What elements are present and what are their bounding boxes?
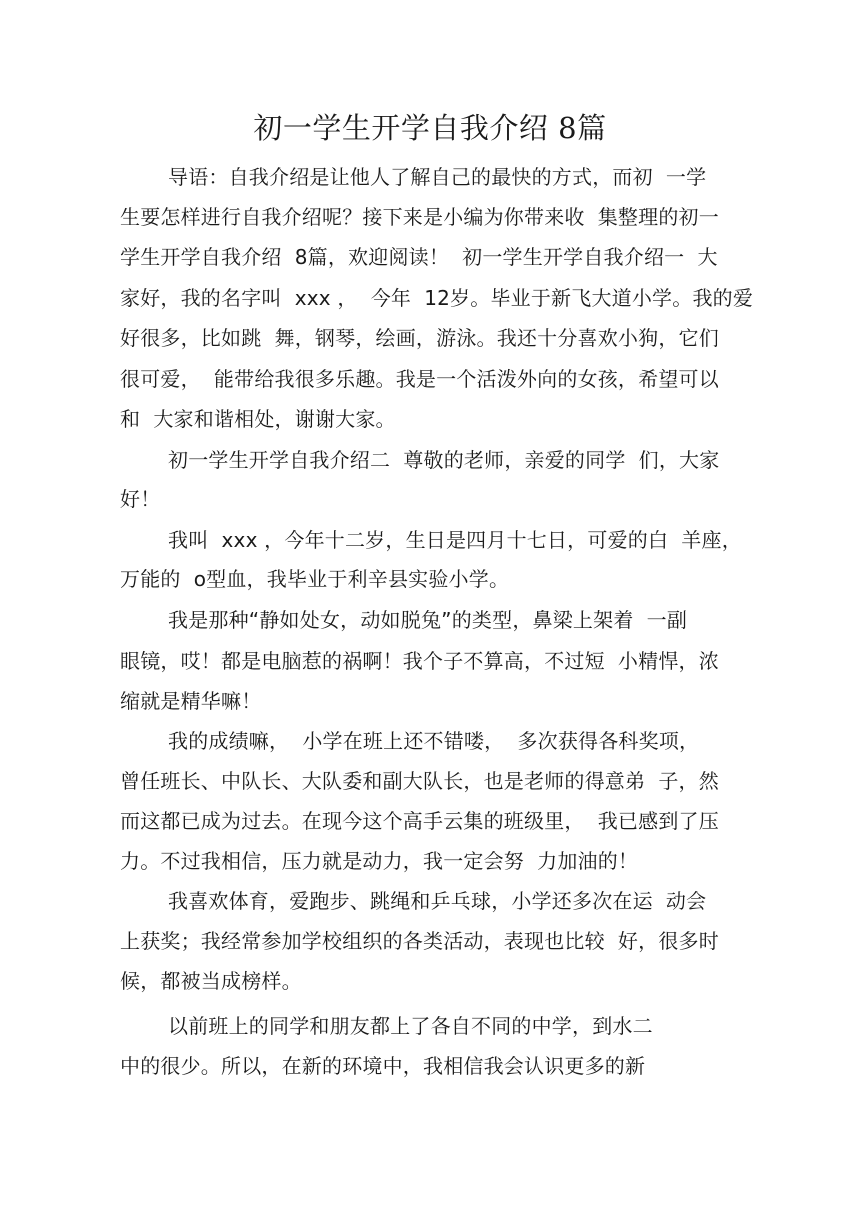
paragraph-line: 中的很少。所以，在新的环境中，我相信我会认识更多的新 xyxy=(120,1054,646,1078)
paragraph-line: 力。不过我相信，压力就是动力，我一定会努 力加油的！ xyxy=(120,849,639,873)
paragraph-line: 候，都被当成榜样。 xyxy=(120,969,302,993)
paragraph-line: 很可爱， 能带给我很多乐趣。我是一个活泼外向的女孩，希望可以 xyxy=(120,367,719,391)
paragraph-line: 我是那种“静如处女，动如脱兔”的类型，鼻梁上架着 一副 xyxy=(168,608,688,632)
paragraph-line: 以前班上的同学和朋友都上了各自不同的中学，到水二 xyxy=(168,1014,653,1038)
paragraph-line: 万能的 o型血，我毕业于利辛县实验小学。 xyxy=(120,567,510,591)
paragraph-line: 上获奖；我经常参加学校组织的各类活动，表现也比较 好，很多时 xyxy=(120,929,719,953)
paragraph-line: 我的成绩嘛， 小学在班上还不错喽， 多次获得各科奖项， xyxy=(168,729,700,753)
paragraph-line: 学生开学自我介绍 8篇，欢迎阅读！ 初一学生开学自我介绍一 大 xyxy=(120,245,718,269)
paragraph-line: 家好，我的名字叫 xxx ， 今年 12岁。毕业于新飞大道小学。我的爱 xyxy=(120,286,754,310)
paragraph-line: 曾任班长、中队长、大队委和副大队长，也是老师的得意弟 子，然 xyxy=(120,769,719,793)
paragraph-line: 缩就是精华嘛！ xyxy=(120,689,262,713)
paragraph-line: 好！ xyxy=(120,487,161,511)
paragraph-line: 我喜欢体育，爱跑步、跳绳和乒乓球，小学还多次在运 动会 xyxy=(168,889,707,913)
paragraph-line: 我叫 xxx ，今年十二岁，生日是四月十七日，可爱的白 羊座， xyxy=(168,528,742,552)
paragraph-line: 好很多，比如跳 舞，钢琴，绘画，游泳。我还十分喜欢小狗，它们 xyxy=(120,326,719,350)
paragraph-line: 初一学生开学自我介绍二 尊敬的老师，亲爱的同学 们，大家 xyxy=(168,448,720,472)
paragraph-line: 导语：自我介绍是让他人了解自己的最快的方式，而初 一学 xyxy=(168,165,707,189)
document-title: 初一学生开学自我介绍 8篇 xyxy=(253,111,607,145)
paragraph-line: 生要怎样进行自我介绍呢？接下来是小编为你带来收 集整理的初一 xyxy=(120,205,719,229)
paragraph-line: 而这都已成为过去。在现今这个高手云集的班级里， 我已感到了压 xyxy=(120,809,719,833)
paragraph-line: 和 大家和谐相处，谢谢大家。 xyxy=(120,407,396,431)
paragraph-line: 眼镜，哎！都是电脑惹的祸啊！我个子不算高，不过短 小精悍，浓 xyxy=(120,649,719,673)
